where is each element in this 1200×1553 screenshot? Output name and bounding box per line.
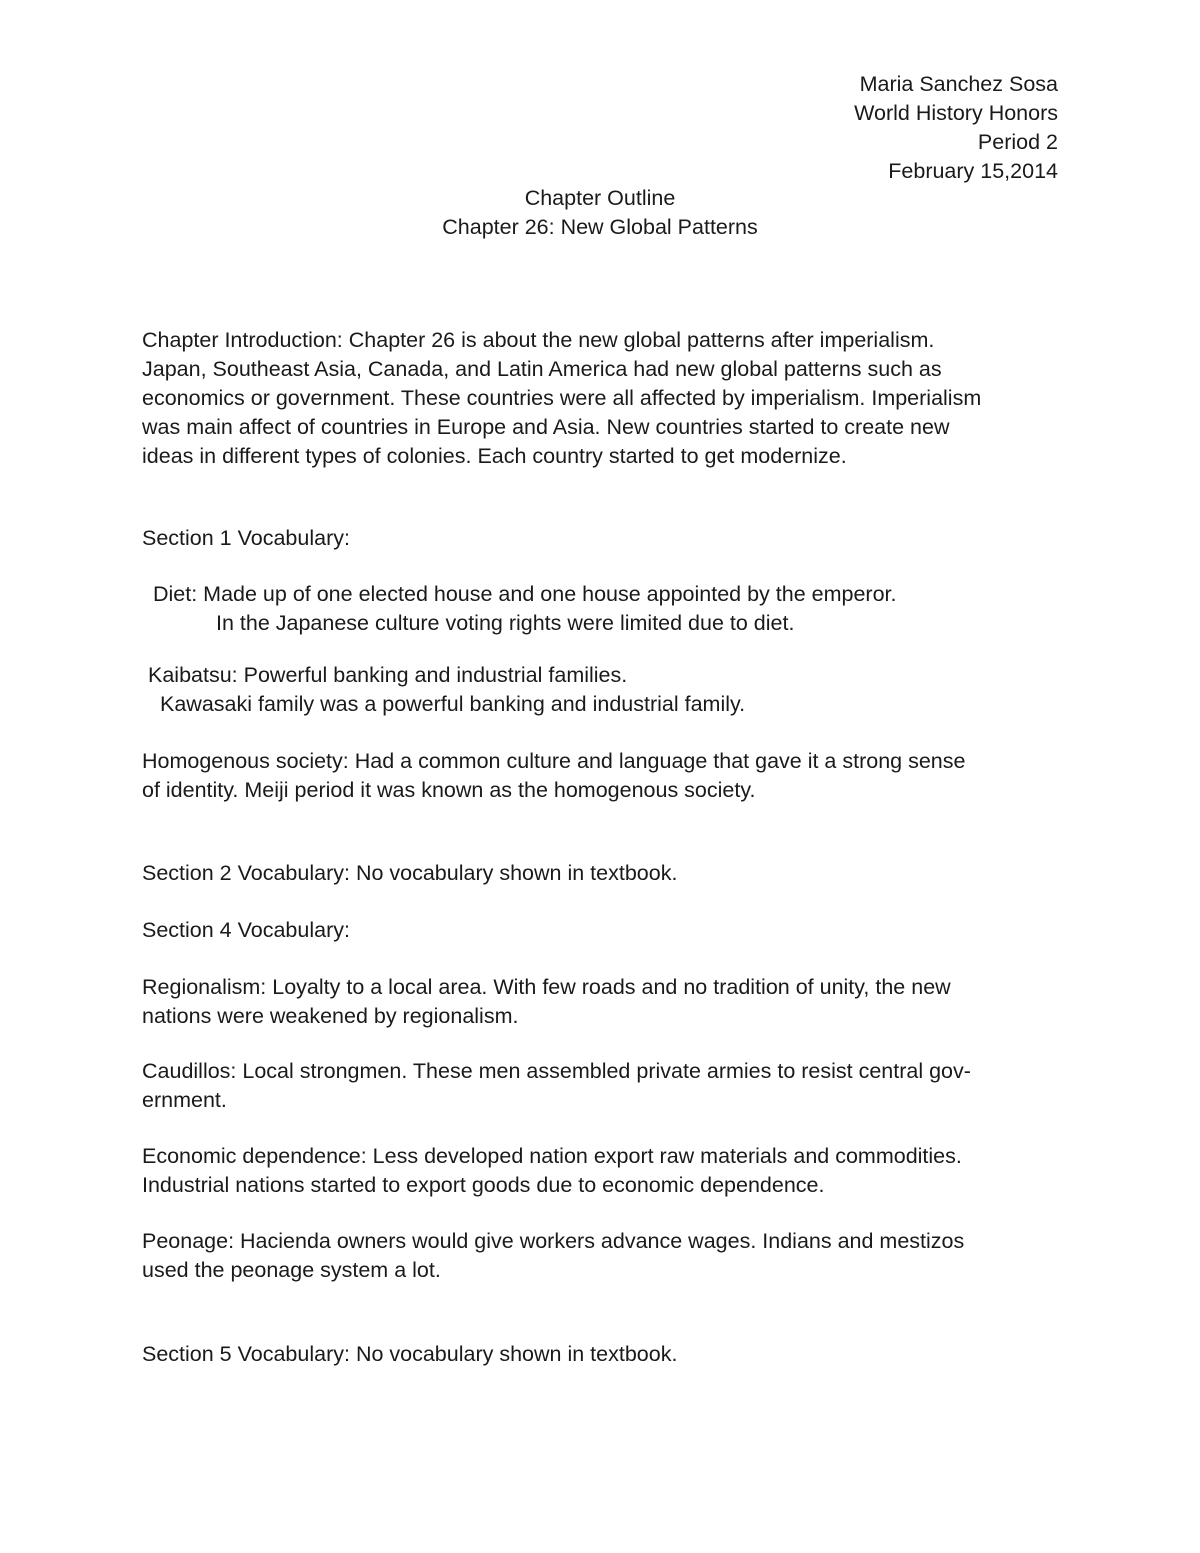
section-5-heading: Section 5 Vocabulary: No vocabulary shown in textbook. xyxy=(142,1342,678,1366)
peonage-line: used the peonage system a lot. xyxy=(142,1258,441,1282)
kaibatsu-entry xyxy=(142,661,1062,719)
intro-line: Japan, Southeast Asia, Canada, and Latin America had new global patterns such as xyxy=(142,357,942,381)
regionalism-entry xyxy=(142,973,1062,1031)
intro-line: was main affect of countries in Europe and Asia. New countries started to create new xyxy=(142,415,950,439)
section-4-heading: Section 4 Vocabulary: xyxy=(142,918,350,942)
section-1-heading: Section 1 Vocabulary: xyxy=(142,526,350,550)
homogenous-line: Homogenous society: Had a common culture and language that gave it a strong sense xyxy=(142,749,966,773)
chapter-title: Chapter 26: New Global Patterns xyxy=(442,215,758,239)
class-period: Period 2 xyxy=(977,130,1058,154)
kaibatsu-example: Kawasaki family was a powerful banking and industrial family. xyxy=(160,692,746,716)
peonage-line: Peonage: Hacienda owners would give workers advance wages. Indians and mestizos xyxy=(142,1229,965,1253)
intro-line: Chapter Introduction: Chapter 26 is about the new global patterns after imperialism. xyxy=(142,328,935,352)
diet-entry xyxy=(142,580,1062,638)
regionalism-line: nations were weakened by regionalism. xyxy=(142,1004,519,1028)
caudillos-line: ernment. xyxy=(142,1088,227,1112)
header-block xyxy=(854,70,1058,186)
diet-definition: Diet: Made up of one elected house and one house appointed by the emperor. xyxy=(153,582,897,606)
regionalism-line: Regionalism: Loyalty to a local area. With few roads and no tradition of unity, the new xyxy=(142,975,951,999)
economic-dependence-line: Economic dependence: Less developed nation export raw materials and commodities. xyxy=(142,1144,962,1168)
title-block xyxy=(0,184,1200,242)
kaibatsu-definition: Kaibatsu: Powerful banking and industrial families. xyxy=(148,663,628,687)
diet-example: In the Japanese culture voting rights were limited due to diet. xyxy=(216,611,795,635)
caudillos-entry xyxy=(142,1057,1062,1115)
section-2-heading: Section 2 Vocabulary: No vocabulary shown in textbook. xyxy=(142,861,678,885)
economic-dependence-line: Industrial nations started to export goods due to economic dependence. xyxy=(142,1173,825,1197)
homogenous-line: of identity. Meiji period it was known as the homogenous society. xyxy=(142,778,756,802)
caudillos-line: Caudillos: Local strongmen. These men assembled private armies to resist central gov- xyxy=(142,1059,971,1083)
document-date: February 15,2014 xyxy=(888,159,1058,183)
course-name: World History Honors xyxy=(854,101,1058,125)
outline-title: Chapter Outline xyxy=(524,186,676,210)
peonage-entry xyxy=(142,1227,1062,1285)
intro-line: ideas in different types of colonies. Each country started to get modernize. xyxy=(142,444,847,468)
homogenous-entry xyxy=(142,747,1062,805)
chapter-introduction xyxy=(142,326,1062,471)
student-name: Maria Sanchez Sosa xyxy=(859,72,1058,96)
intro-line: economics or government. These countries were all affected by imperialism. Imperialism xyxy=(142,386,982,410)
economic-dependence-entry xyxy=(142,1142,1062,1200)
